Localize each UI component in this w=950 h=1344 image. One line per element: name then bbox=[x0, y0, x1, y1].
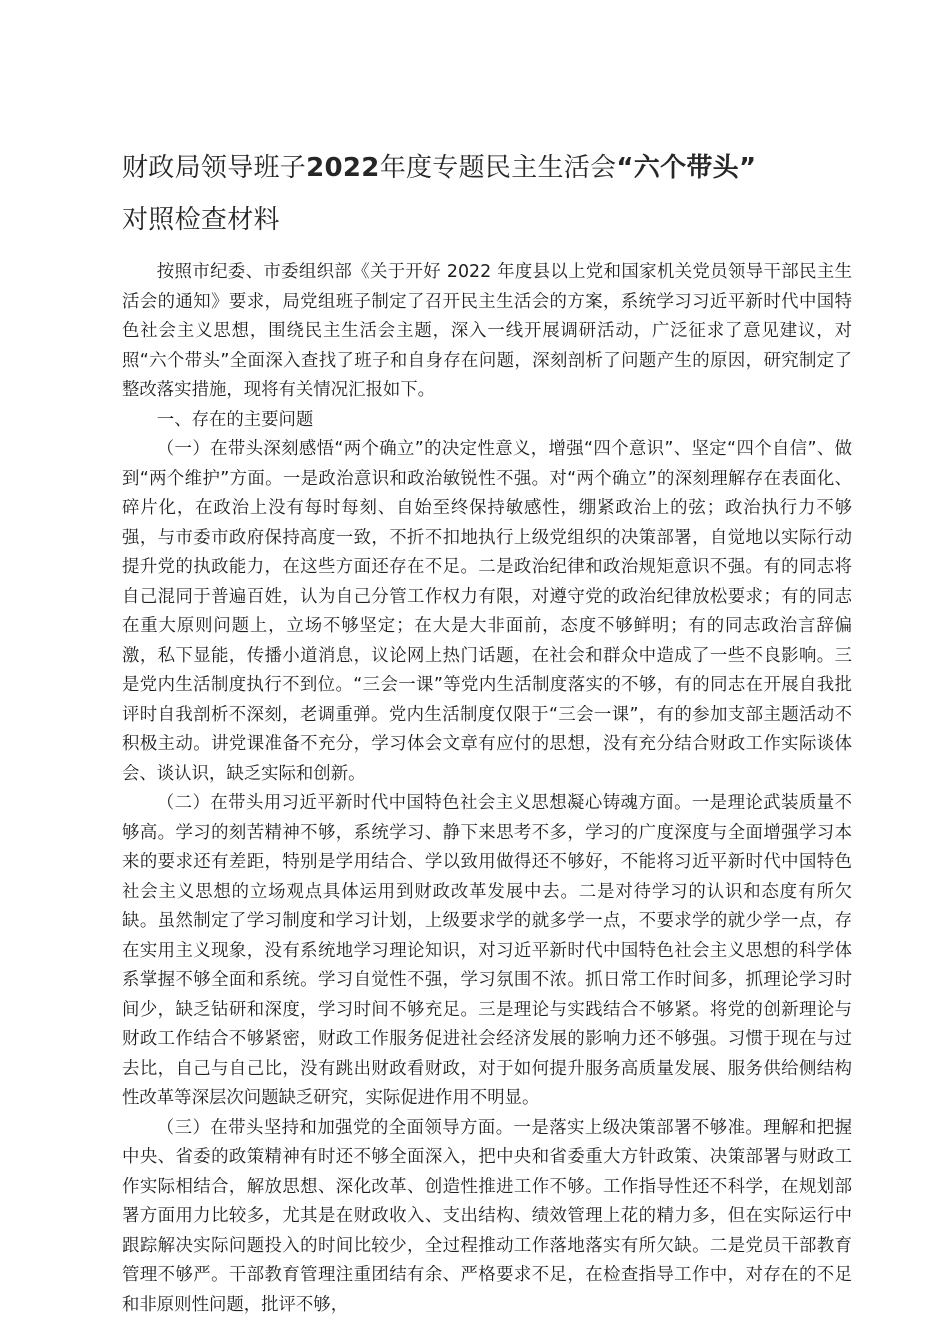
section-heading: 一、存在的主要问题 bbox=[156, 409, 314, 430]
document-body bbox=[122, 258, 852, 1320]
title-part-1: 财政局领导班子 bbox=[122, 153, 307, 183]
title-part-2: 年度专题民主生活会 bbox=[379, 153, 617, 183]
title-line-2: 对照检查材料 bbox=[122, 205, 280, 235]
title-part-3: “六个带头” bbox=[616, 153, 757, 183]
title-line-1 bbox=[122, 142, 842, 194]
title-year: 2022 bbox=[306, 153, 380, 183]
paragraph-1: （一）在带头深刻感悟“两个确立”的决定性意义，增强“四个意识”、坚定“四个自信”、做到“两个维护”方面。一是政治意识和政治敏锐性不强。对“两个确立”的深刻理解存在表面化、碎片化，在政治上没有每时每刻、自始至终保持敏感性，绷紧政治上的弦；政治执行力不够强，与市委市政府保持高度一致，不折不扣地执行上级党组织的决策部署，自觉地以实际行动提升党的执政能力，在这些方面还存在不足。二是政治纪律和政治规矩意识不强。有的同志将自己混同于普遍百姓，认为自己分管工作权力有限，对遵守党的政治纪律放松要求；有的同志在重大原则问题上，立场不够坚定；在大是大非面前，态度不够鲜明；有的同志政治言辞偏激，私下显能，传播小道消息，议论网上热门话题，在社会和群众中造成了一些不良影响。三是党内生活制度执行不到位。“三会一课”等党内生活制度落实的不够，有的同志在开展自我批评时自我剖析不深刻，老调重弹。党内生活制度仅限于“三会一课”，有的参加支部主题活动不积极主动。讲党课准备不充分，学习体会文章有应付的思想，没有充分结合财政工作实际谈体会、谈认识，缺乏实际和创新。 bbox=[122, 439, 852, 784]
document-title bbox=[122, 142, 842, 246]
intro-paragraph: 按照市纪委、市委组织部《关于开好 2022 年度县以上党和国家机关党员领导干部民主生活会的通知》要求，局党组班子制定了召开民主生活会的方案，系统学习习近平新时代中国特色社会主义思想，围绕民主生活会主题，深入一线开展调研活动，广泛征求了意见建议，对照“六个带头”全面深入查找了班子和自身存在问题，深刻剖析了问题产生的原因，研究制定了整改落实措施，现将有关情况汇报如下。 bbox=[122, 262, 852, 400]
paragraph-2: （二）在带头用习近平新时代中国特色社会主义思想凝心铸魂方面。一是理论武装质量不够高。学习的刻苦精神不够，系统学习、静下来思考不多，学习的广度深度与全面增强学习本来的要求还有差距，特别是学用结合、学以致用做得还不够好，不能将习近平新时代中国特色社会主义思想的立场观点具体运用到财政改革发展中去。二是对待学习的认识和态度有所欠缺。虽然制定了学习制度和学习计划，上级要求学的就多学一点，不要求学的就少学一点，存在实用主义现象，没有系统地学习理论知识，对习近平新时代中国特色社会主义思想的科学体系掌握不够全面和系统。学习自觉性不强，学习氛围不浓。抓日常工作时间多，抓理论学习时间少，缺乏钻研和深度，学习时间不够充足。三是理论与实践结合不够紧。将党的创新理论与财政工作结合不够紧密，财政工作服务促进社会经济发展的影响力还不够强。习惯于现在与过去比，自己与自己比，没有跳出财政看财政，对于如何提升服务高质量发展、服务供给侧结构性改革等深层次问题缺乏研究，实际促进作用不明显。 bbox=[122, 793, 852, 1108]
paragraph-3: （三）在带头坚持和加强党的全面领导方面。一是落实上级决策部署不够准。理解和把握中央、省委的政策精神有时还不够全面深入，把中央和省委重大方针政策、决策部署与财政工作实际相结合，解放思想、深化改革、创造性推进工作不够。工作指导性还不科学，在规划部署方面用力比较多，尤其是在财政收入、支出结构、绩效管理上花的精力多，但在实际运行中跟踪解决实际问题投入的时间比较少，全过程推动工作落地落实有所欠缺。二是党员干部教育管理不够严。干部教育管理注重团结有余、严格要求不足，在检查指导工作中，对存在的不足和非原则性问题，批评不够， bbox=[122, 1117, 852, 1315]
